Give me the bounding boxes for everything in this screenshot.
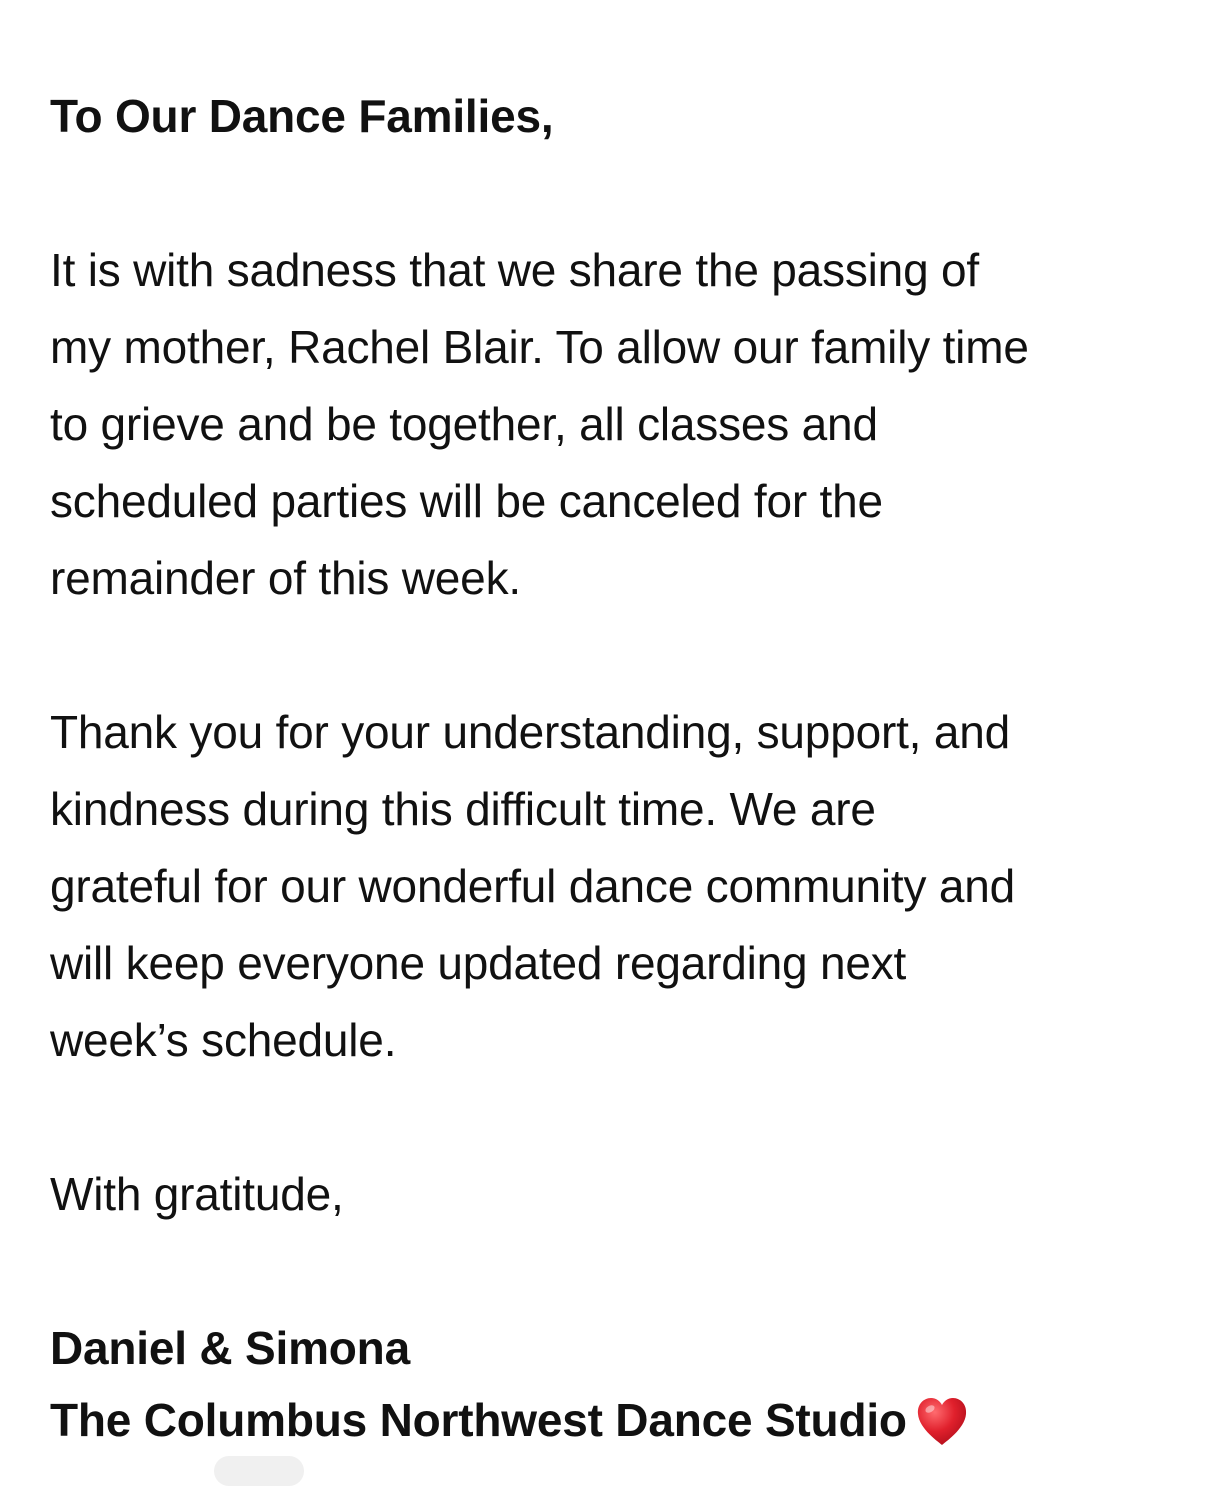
paragraph-thanks (50, 694, 1170, 1079)
bottom-toolbar-pill[interactable] (214, 1456, 304, 1486)
paragraph-line: Thank you for your understanding, support, and (50, 706, 1010, 758)
blank-line (50, 1079, 1170, 1156)
paragraph-line: grateful for our wonderful dance community and (50, 860, 1015, 912)
paragraph-line: kindness during this difficult time. We are (50, 783, 876, 835)
red-heart-icon (915, 1396, 969, 1448)
signature-studio-line (50, 1382, 1170, 1454)
paragraph-line: week’s schedule. (50, 1014, 397, 1066)
paragraph-condolence (50, 232, 1170, 617)
blank-line (50, 1233, 1170, 1310)
blank-line (50, 617, 1170, 694)
paragraph-line: remainder of this week. (50, 552, 521, 604)
paragraph-line: will keep everyone updated regarding next (50, 937, 907, 989)
letter-greeting: To Our Dance Families, (50, 90, 554, 142)
letter-closing: With gratitude, (50, 1168, 344, 1220)
blank-line (50, 155, 1170, 232)
paragraph-line: It is with sadness that we share the passing of (50, 244, 979, 296)
signature-names: Daniel & Simona (50, 1322, 410, 1374)
paragraph-line: scheduled parties will be canceled for the (50, 475, 883, 527)
paragraph-line: to grieve and be together, all classes and (50, 398, 878, 450)
letter-document (50, 78, 1170, 1454)
paragraph-line: my mother, Rachel Blair. To allow our family time (50, 321, 1029, 373)
signature-studio: The Columbus Northwest Dance Studio (50, 1394, 907, 1446)
signature-block (50, 1310, 1170, 1454)
